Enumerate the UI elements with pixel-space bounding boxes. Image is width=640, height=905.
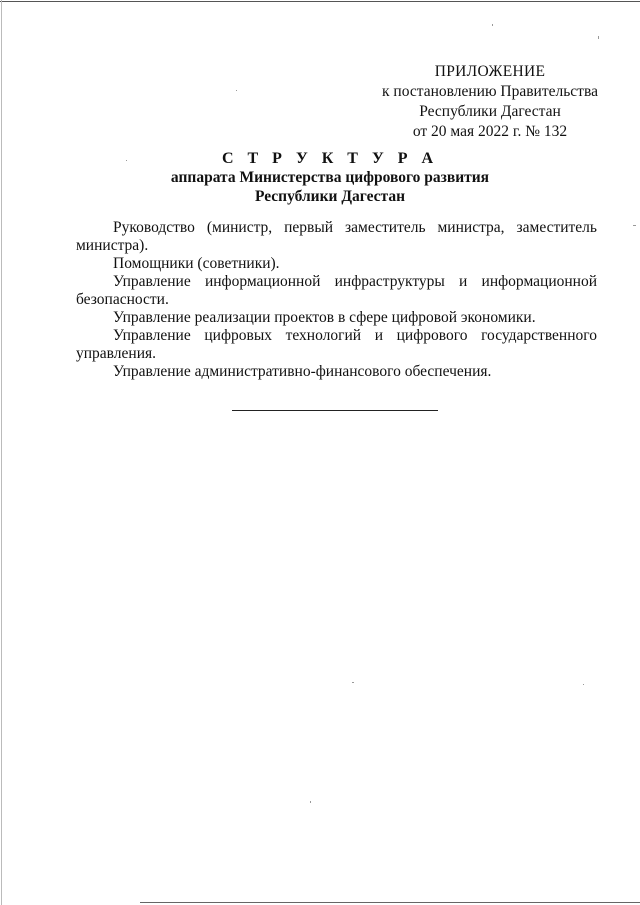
annex-date: от 20 мая 2022 г. № 132 bbox=[412, 123, 568, 140]
document-heading bbox=[60, 149, 600, 206]
structure-item: Управление реализации проектов в сфере цифровой экономики. bbox=[113, 309, 536, 326]
scan-speck bbox=[598, 36, 599, 39]
annex-title: ПРИЛОЖЕНИЕ bbox=[434, 63, 546, 80]
scan-speck bbox=[126, 160, 127, 161]
separator-line bbox=[232, 410, 438, 411]
structure-item: Руководство (министр, первый заместитель министра, заместитель министра). bbox=[76, 219, 597, 254]
scan-speck bbox=[352, 682, 354, 683]
heading-title: С Т Р У К Т У Р А bbox=[221, 150, 439, 167]
heading-republic: Республики Дагестан bbox=[254, 188, 406, 205]
annex-republic: Республики Дагестан bbox=[419, 103, 561, 120]
scan-speck bbox=[492, 24, 493, 26]
annex-block bbox=[370, 62, 610, 142]
structure-item: Управление административно-финансового обеспечения. bbox=[113, 363, 492, 380]
heading-subtitle: аппарата Министерства цифрового развития bbox=[170, 169, 490, 186]
structure-item: Помощники (советники). bbox=[113, 255, 280, 272]
scan-speck bbox=[583, 684, 584, 685]
scan-speck bbox=[236, 90, 237, 91]
structure-list bbox=[76, 219, 597, 381]
structure-item: Управление информационной инфраструктуры и информационной безопасности. bbox=[76, 273, 597, 308]
scan-bottom-edge bbox=[140, 902, 640, 903]
scan-speck bbox=[633, 225, 636, 226]
scan-top-edge bbox=[0, 1, 640, 2]
annex-reference: к постановлению Правительства bbox=[382, 83, 598, 100]
structure-item: Управление цифровых технологий и цифрового государственного управления. bbox=[76, 327, 597, 362]
scan-left-edge bbox=[1, 0, 2, 905]
scan-speck bbox=[310, 801, 311, 803]
